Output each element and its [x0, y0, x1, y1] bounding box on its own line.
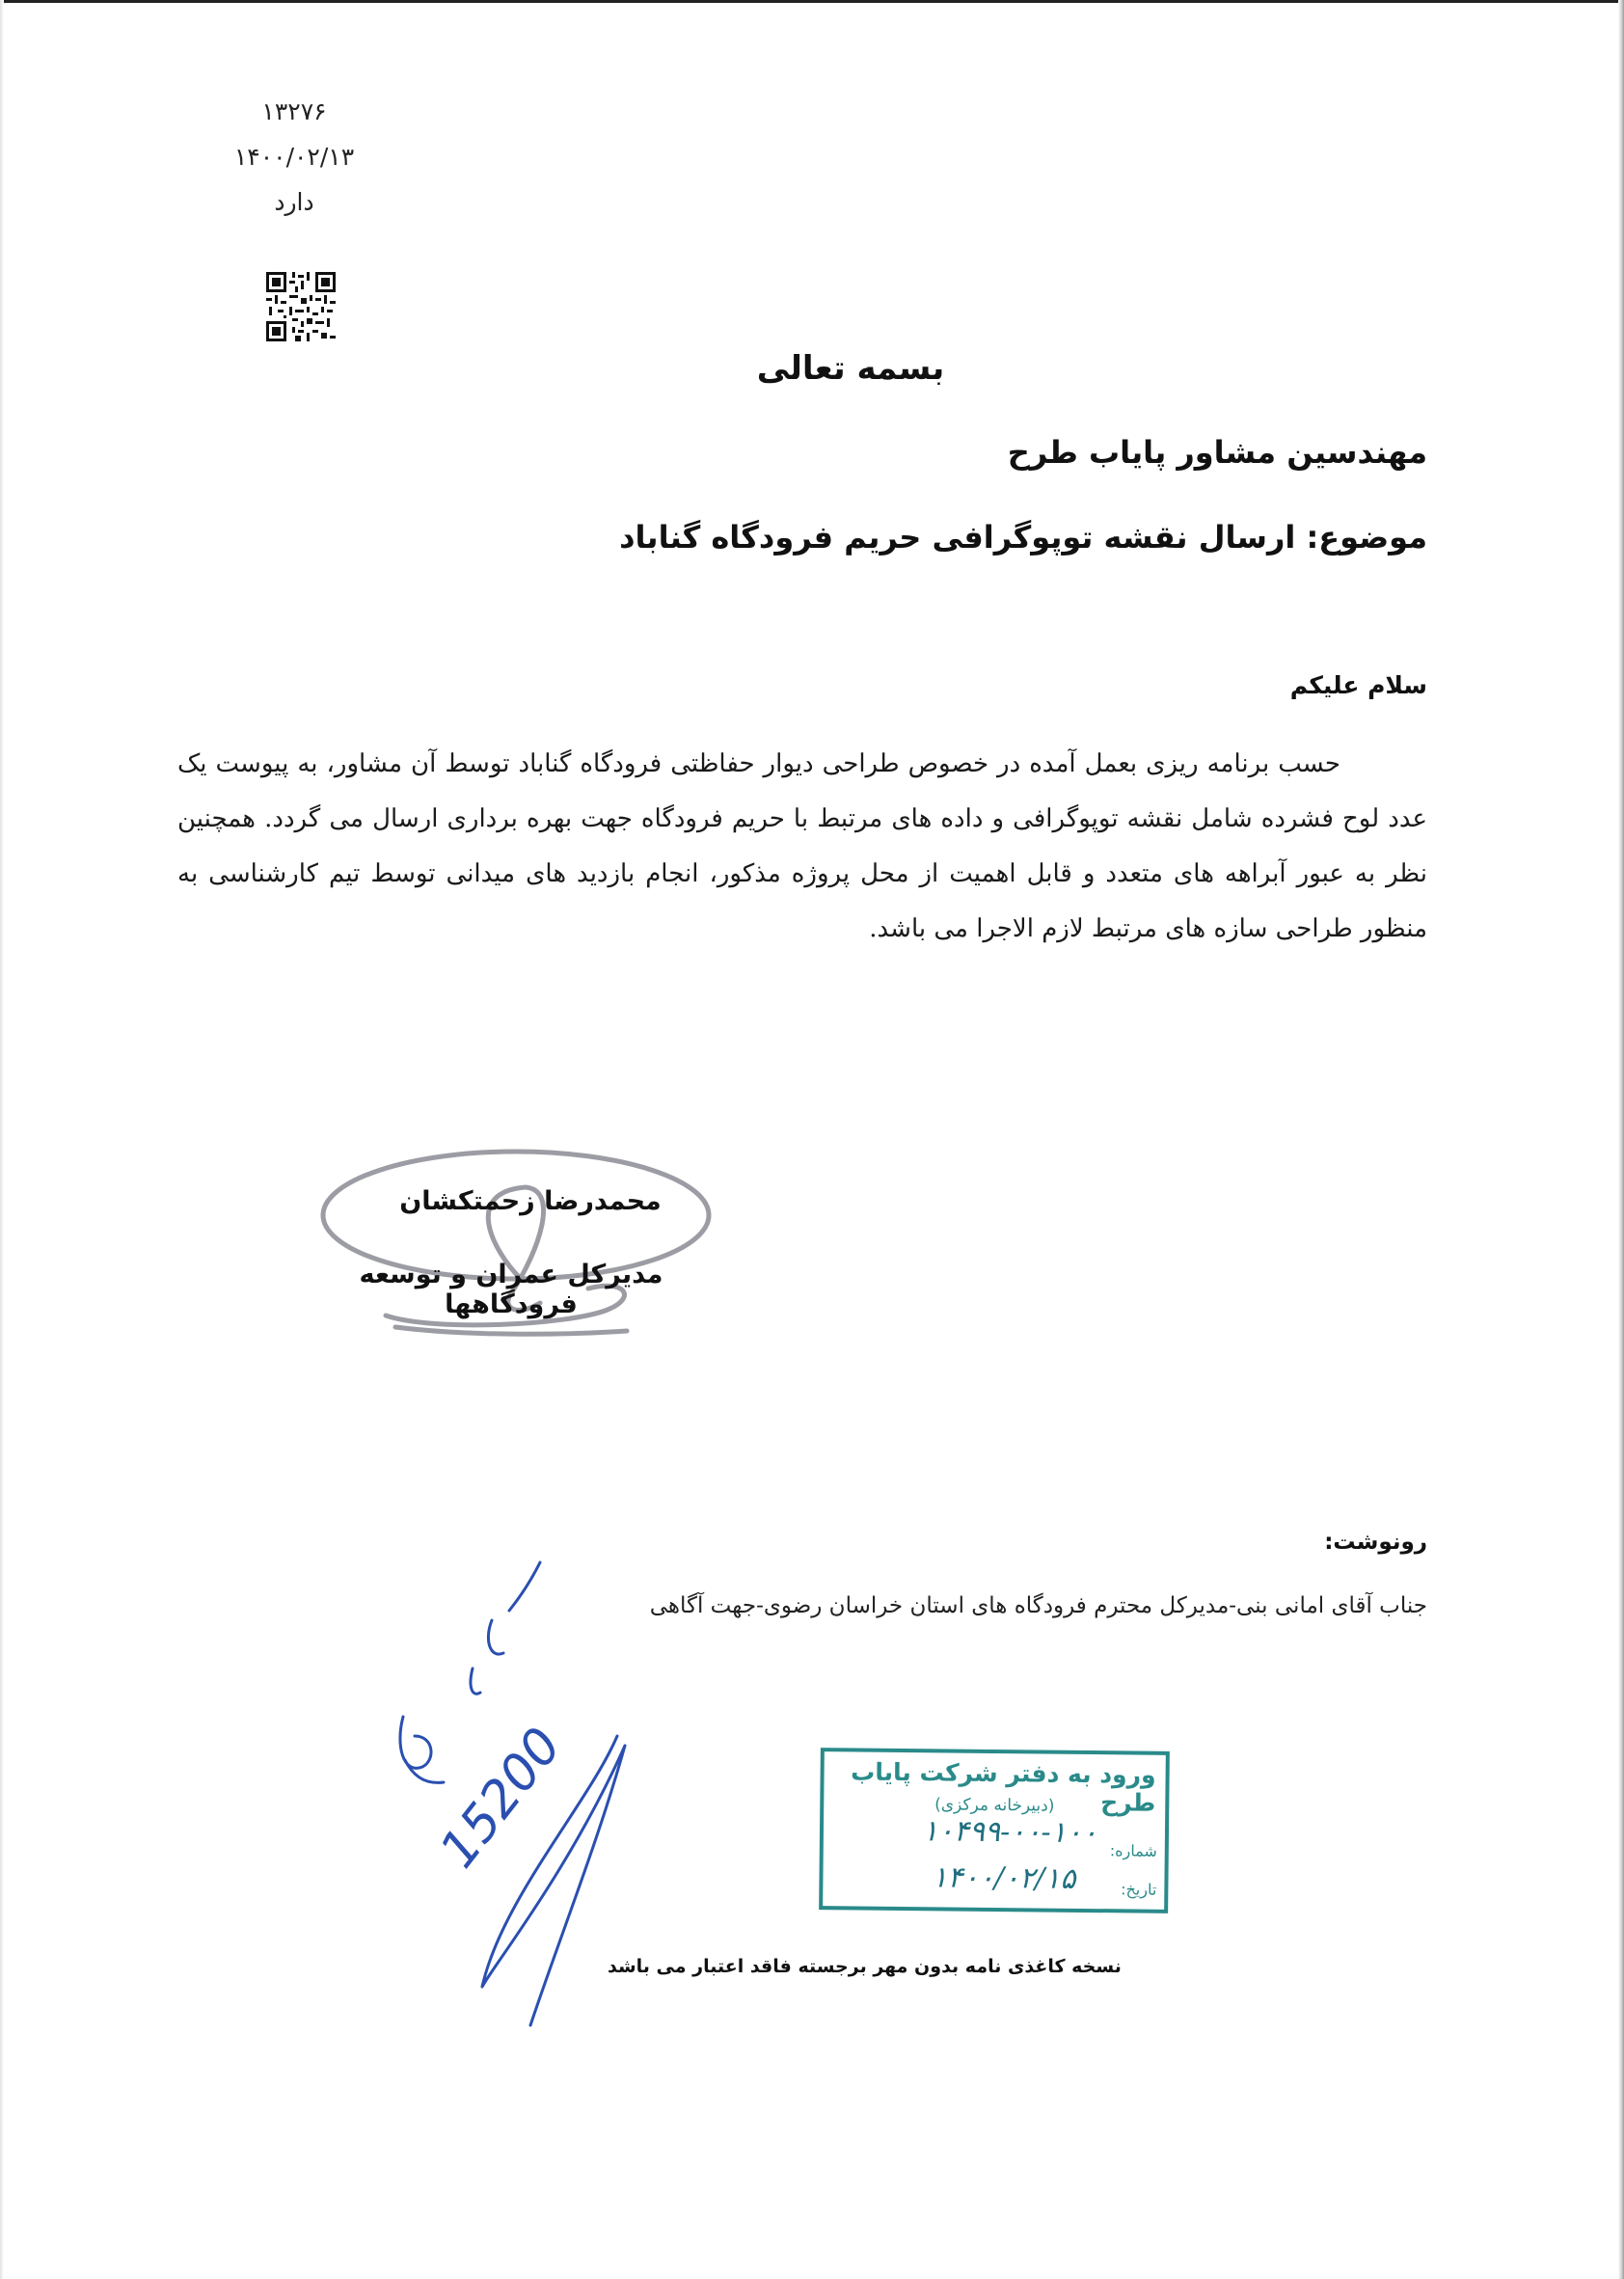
letter-number: ۱۳۲۷۶ — [261, 97, 327, 125]
bismillah-heading: بسمه تعالی — [756, 349, 945, 388]
stamp-number-value: ۱۰۴۹۹-۰۰-۱۰۰ — [922, 1814, 1098, 1851]
cc-recipient: جناب آقای امانی بنی-مدیرکل محترم فرودگاه های استان خراسان رضوی-جهت آگاهی — [649, 1593, 1427, 1618]
stamp-subtitle: (دبیرخانه مرکزی) — [934, 1795, 1055, 1816]
signatory-name: محمدرضا زحمتکشان — [399, 1186, 662, 1216]
letter-body — [177, 737, 1427, 957]
scan-edge-left — [0, 0, 4, 2279]
signatory-title: مدیرکل عمران و توسعه فرودگاهها — [359, 1260, 663, 1319]
cc-label: رونوشت: — [1324, 1530, 1427, 1555]
letter-metadata — [193, 89, 395, 225]
received-stamp — [819, 1748, 1170, 1913]
handwritten-number: 15200 — [428, 1717, 574, 1880]
greeting: سلام علیکم — [1289, 671, 1427, 699]
signature-block — [318, 1134, 723, 1346]
stamp-number-label: شماره: — [1109, 1841, 1157, 1860]
scan-edge-top — [0, 0, 1624, 3]
stamp-date-value: ۱۴۰۰/۰۲/۱۵ — [932, 1860, 1076, 1896]
recipient: مهندسین مشاور پایاب طرح — [1007, 434, 1427, 471]
qr-code-icon — [266, 272, 336, 341]
footer-validity-note: نسخه کاغذی نامه بدون مهر برجسته فاقد اعتبار می باشد — [608, 1956, 1122, 1977]
stamp-title: ورود به دفتر شرکت پایاب طرح — [851, 1757, 1156, 1817]
letter-date: ۱۴۰۰/۰۲/۱۳ — [233, 143, 355, 171]
stamp-date-label: تاریخ: — [1121, 1880, 1157, 1899]
attachment-status: دارد — [274, 188, 314, 216]
subject-line: موضوع: ارسال نقشه توپوگرافی حریم فرودگاه گناباد — [619, 519, 1427, 556]
scan-edge-right — [1618, 0, 1624, 2279]
letter-body-text: حسب برنامه ریزی بعمل آمده در خصوص طراحی دیوار حفاظتی فرودگاه گناباد توسط آن مشاور، به پیوست یک عدد لوح فشرده شامل نقشه توپوگرافی و داده های مرتبط با حریم فرودگاه جهت بهره برداری ارسال می گردد. همچنین نظر به عبور آبراهه های متعدد و قابل اهمیت از محل پروژه مذکور، انجام بازدید های میدانی توسط تیم کارشناسی به منظور طراحی سازه های مرتبط لازم الاجرا می باشد. — [177, 749, 1427, 943]
